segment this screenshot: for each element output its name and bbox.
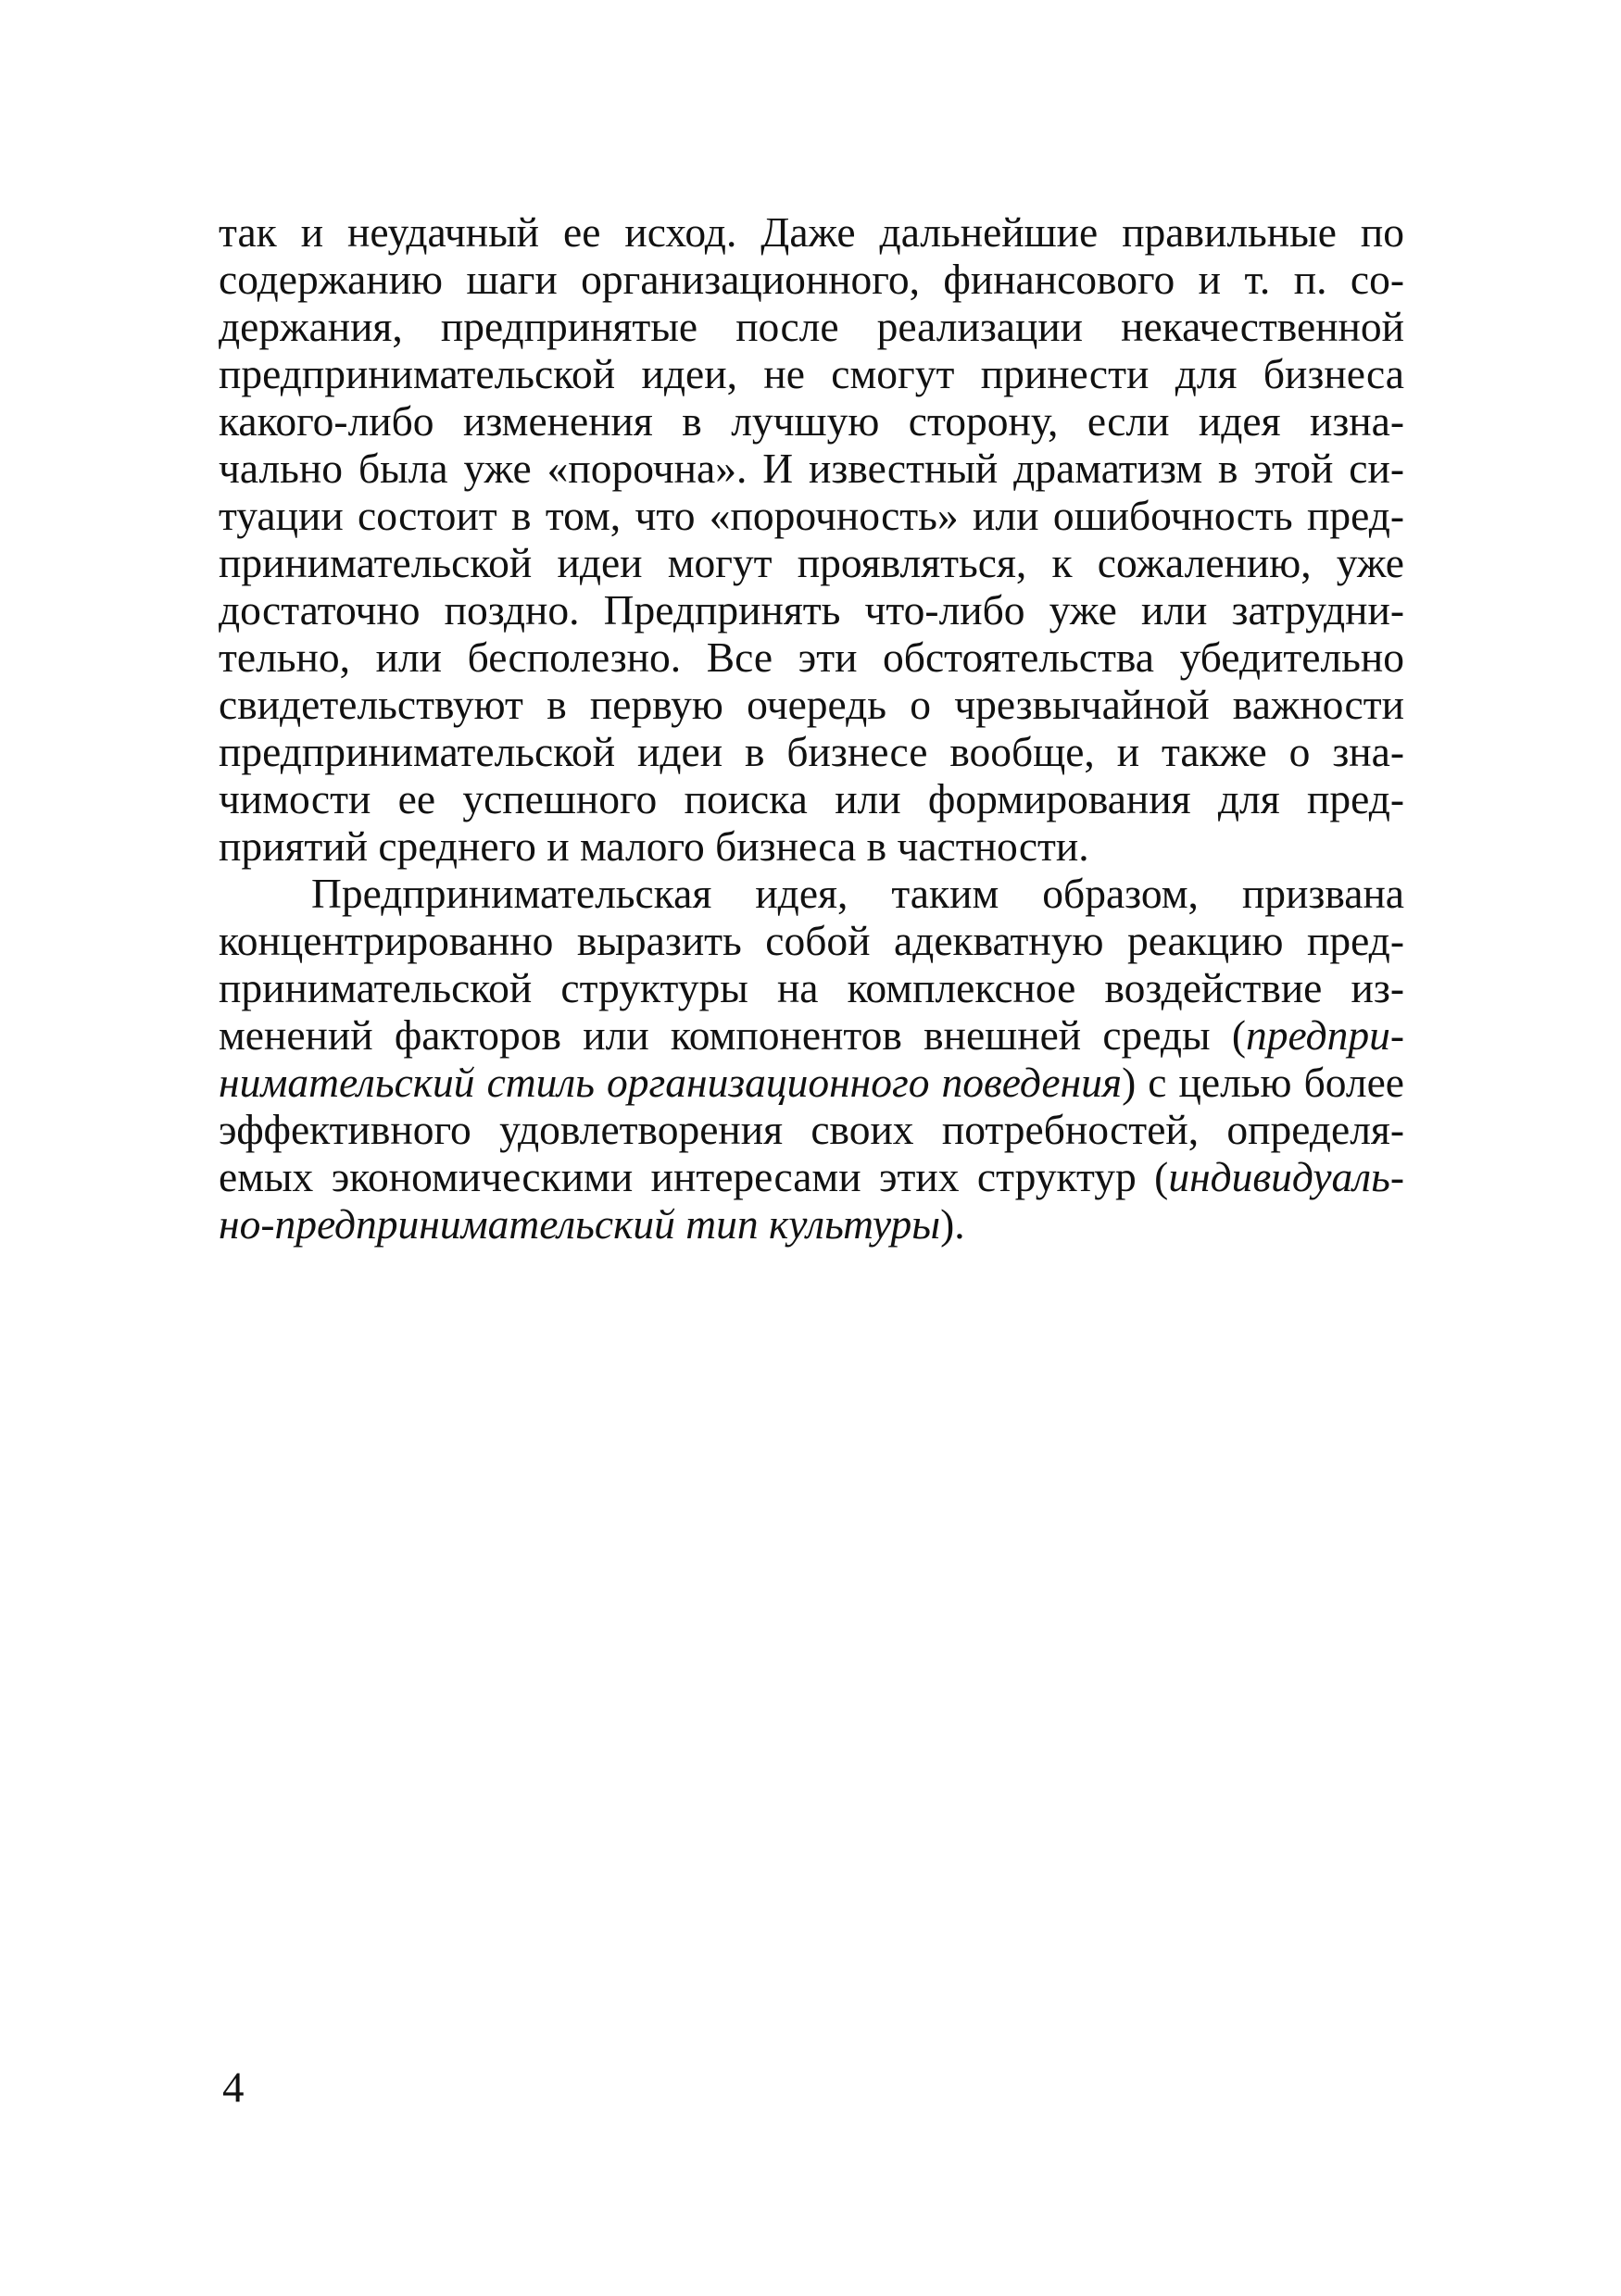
text-segment: приятий среднего и малого бизнеса в частности.: [219, 822, 1089, 870]
text-segment: Предпринимательская идея, таким образом, призвана: [311, 870, 1404, 917]
text-line: [219, 256, 1404, 303]
italic-text: но-предпринимательский тип культуры: [219, 1200, 941, 1248]
text-segment: содержанию шаги организационного, финансового и т. п. со-: [219, 256, 1404, 303]
text-line: [219, 586, 1404, 634]
text-segment: емых экономическими интересами этих структур (: [219, 1153, 1169, 1200]
text-segment: свидетельствуют в первую очередь о чрезвычайной важности: [219, 681, 1404, 728]
italic-text: индивидуаль-: [1168, 1153, 1404, 1200]
text-line: [219, 634, 1404, 681]
text-line: [219, 964, 1404, 1011]
text-segment: эффективного удовлетворения своих потребностей, определя-: [219, 1106, 1404, 1153]
text-line: [219, 539, 1404, 586]
text-line: [219, 208, 1404, 256]
text-segment: какого-либо изменения в лучшую сторону, если идея изна-: [219, 397, 1404, 445]
text-line: [219, 492, 1404, 539]
text-segment: тельно, или бесполезно. Все эти обстоятельства убедительно: [219, 634, 1404, 681]
italic-text: предпри-: [1246, 1011, 1404, 1059]
text-line: [219, 1106, 1404, 1153]
text-segment: менений факторов или компонентов внешней среды (: [219, 1011, 1247, 1059]
text-segment: чимости ее успешного поиска или формирования для пред-: [219, 775, 1404, 822]
text-line: [219, 397, 1404, 445]
text-segment: туации состоит в том, что «порочность» или ошибочность пред-: [219, 492, 1404, 539]
body-text: [219, 208, 1404, 1248]
page-number: 4: [222, 2064, 245, 2112]
text-line: [219, 350, 1404, 397]
text-segment: так и неудачный ее исход. Даже дальнейшие правильные по: [219, 208, 1404, 256]
text-line: [219, 917, 1404, 964]
text-line: [219, 681, 1404, 728]
paragraph-2: [219, 870, 1404, 1248]
text-segment: чально была уже «порочна». И известный драматизм в этой си-: [219, 445, 1404, 492]
text-line: [219, 445, 1404, 492]
text-segment: предпринимательской идеи в бизнесе вообще, и также о зна-: [219, 728, 1404, 775]
text-segment: концентрированно выразить собой адекватную реакцию пред-: [219, 917, 1404, 964]
text-line: [219, 1200, 1404, 1248]
text-segment: держания, предпринятые после реализации некачественной: [219, 303, 1404, 350]
text-line: [219, 1153, 1404, 1200]
text-line: [219, 822, 1404, 870]
text-segment: принимательской структуры на комплексное воздействие из-: [219, 964, 1404, 1011]
text-segment: достаточно поздно. Предпринять что-либо уже или затрудни-: [219, 586, 1404, 634]
text-line: [219, 728, 1404, 775]
italic-text: нимательский стиль организационного поведения: [219, 1059, 1123, 1106]
paragraph-1: [219, 208, 1404, 870]
text-segment: предпринимательской идеи, не смогут принести для бизнеса: [219, 350, 1404, 397]
text-line: [219, 1011, 1404, 1059]
text-segment: принимательской идеи могут проявляться, к сожалению, уже: [219, 539, 1404, 586]
text-segment: ) с целью более: [1122, 1059, 1404, 1106]
text-segment: ).: [940, 1200, 965, 1248]
text-line: [219, 303, 1404, 350]
text-line: [219, 775, 1404, 822]
text-line: [219, 1059, 1404, 1106]
text-line: [219, 870, 1404, 917]
